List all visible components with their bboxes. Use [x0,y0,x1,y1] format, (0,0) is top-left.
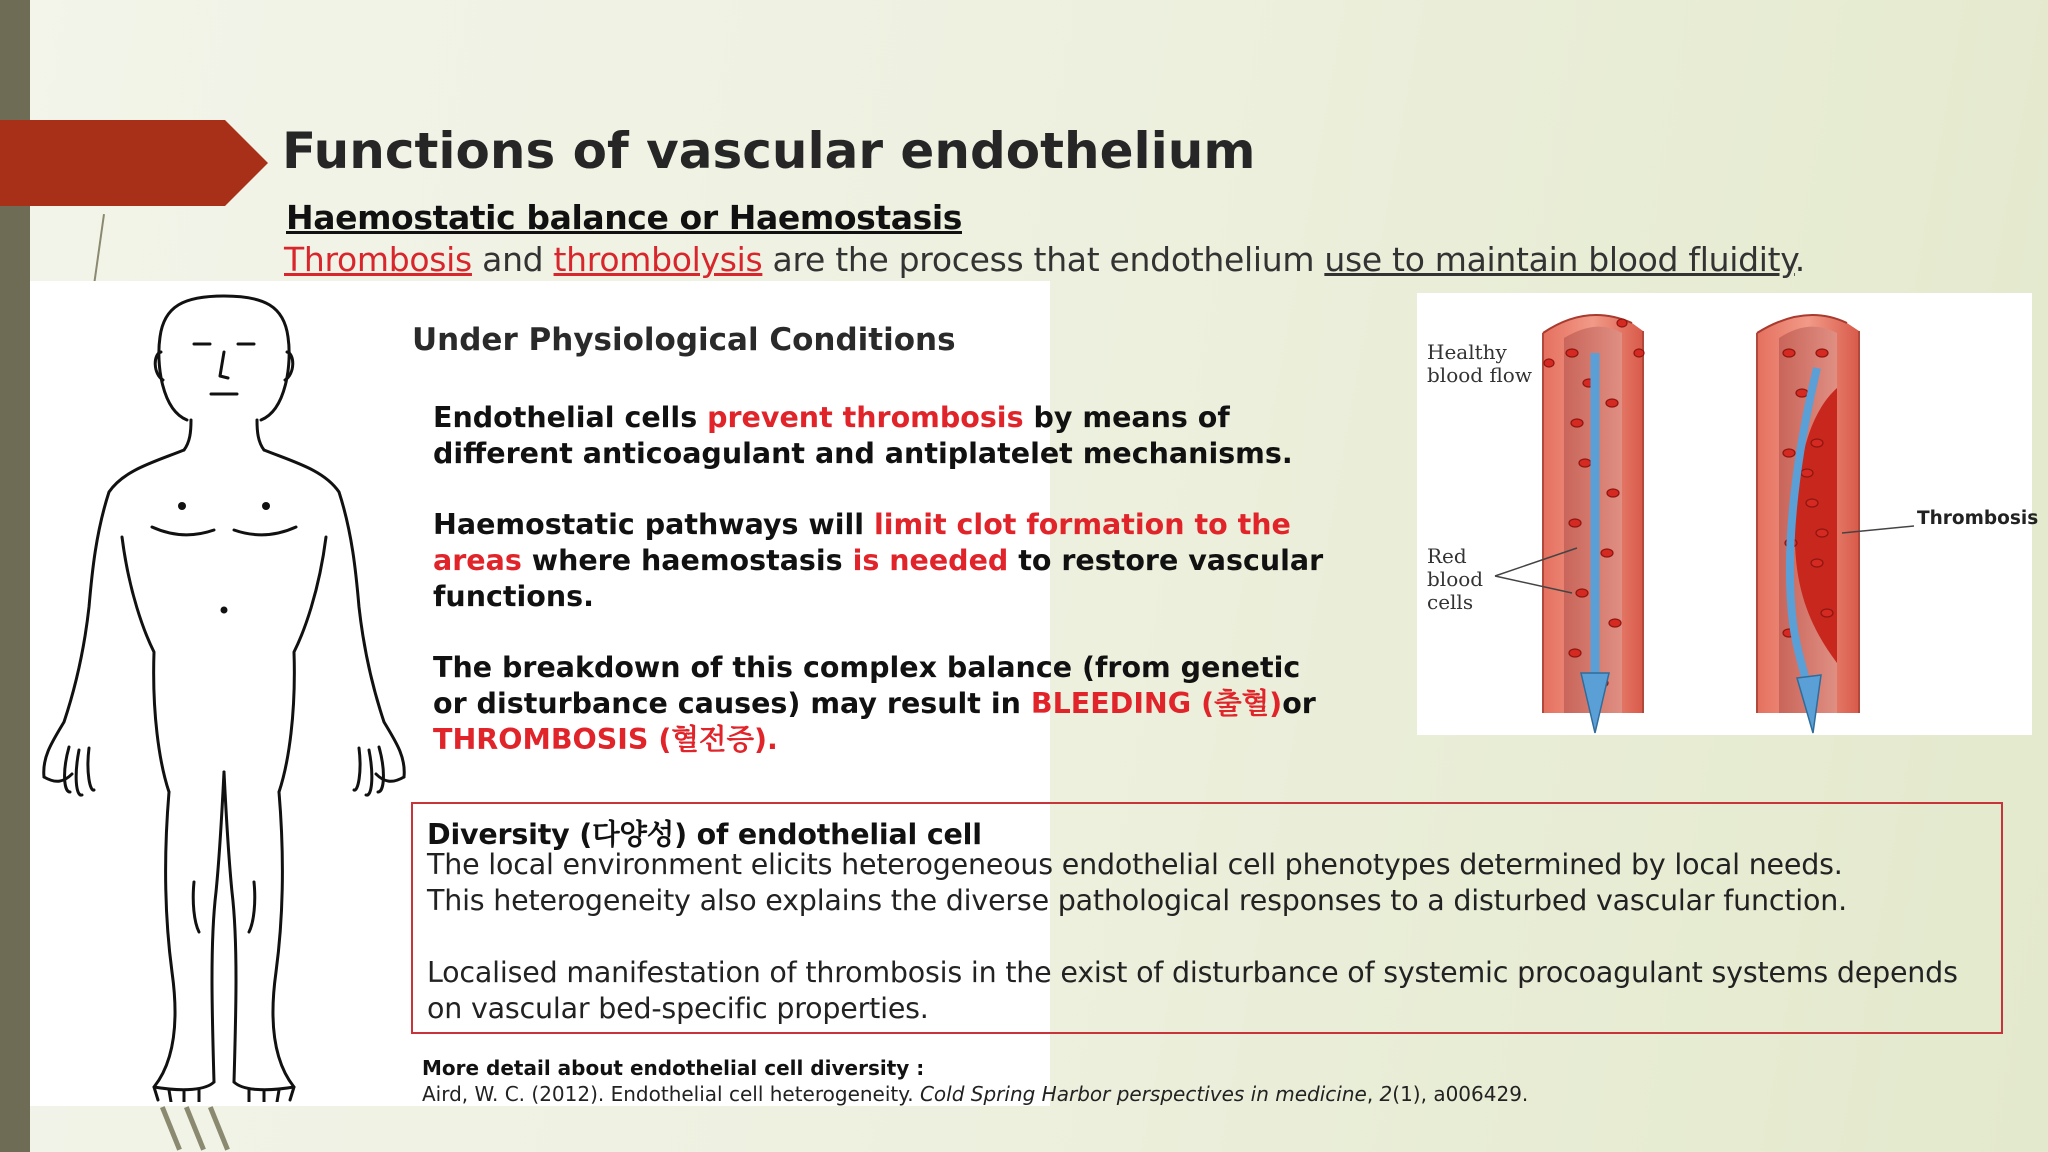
citation-rest: (1), a006429. [1392,1082,1529,1106]
citation-volume: 2 [1379,1082,1393,1106]
highlight-limit-clot: limit clot formation to the [873,508,1291,541]
diversity-line: on vascular bed-specific properties. [427,992,929,1025]
highlight-areas: areas [433,544,522,577]
intro-text: are the process that endothelium [762,240,1325,279]
citation-journal: Cold Spring Harbor perspectives in medicine [919,1082,1367,1106]
paragraph-line [433,543,1323,579]
reference-heading: More detail about endothelial cell diversity : [422,1056,925,1080]
label-healthy-blood-flow [1427,341,1532,387]
decorative-line [208,1106,230,1151]
thrombosis-vessel [1757,315,1859,713]
intro-text: . [1794,240,1805,279]
intro-text: and [471,240,554,279]
label-line: blood flow [1427,363,1532,387]
label-line: cells [1427,590,1474,614]
citation-sep: , [1366,1082,1380,1106]
highlight-is-needed: is needed [852,544,1009,577]
title-arrow-shape [0,120,268,206]
paragraph-line: The breakdown of this complex balance (from genetic [433,651,1301,684]
diversity-title: Diversity (다양성) of endothelial cell [427,818,982,851]
reference-citation [422,1082,1528,1106]
label-line: blood [1427,567,1484,591]
text-span: or disturbance causes) may result in [433,687,1031,720]
text-span: Haemostatic pathways will [433,508,874,541]
human-body-illustration [34,292,414,1102]
paragraph-line [433,507,1323,543]
diversity-line: This heterogeneity also explains the diverse pathological responses to a disturbed vascular function. [427,884,1847,917]
label-red-blood-cells [1427,545,1483,614]
subtitle: Haemostatic balance or Haemostasis [286,198,962,237]
text-span: by means of [1023,401,1230,434]
text-span: Endothelial cells [433,401,708,434]
slide-title: Functions of vascular endothelium [282,122,1256,180]
intro-underlined-phrase: use to maintain blood fluidity [1324,240,1795,279]
intro-term-thrombolysis: thrombolysis [553,240,763,279]
label-thrombosis: Thrombosis [1917,508,2039,529]
panel-heading: Under Physiological Conditions [412,322,956,358]
paragraph-line: different anticoagulant and antiplatelet mechanisms. [433,437,1293,470]
decorative-line [160,1106,182,1151]
paragraph-haemostatic-pathways [433,507,1323,615]
paragraph-line [433,722,1316,758]
paragraph-line [433,400,1293,436]
text-span: or [1282,687,1316,720]
decorative-line [184,1106,206,1151]
diversity-line: The local environment elicits heterogeneous endothelial cell phenotypes determined by local needs. [427,848,1843,881]
intro-term-thrombosis: Thrombosis [284,240,472,279]
highlight-prevent-thrombosis: prevent thrombosis [707,401,1024,434]
paragraph-line: functions. [433,580,594,613]
label-line: Red [1427,544,1467,568]
intro-sentence [284,240,1805,279]
paragraph-anticoagulant [433,400,1293,472]
highlight-thrombosis: THROMBOSIS (혈전증). [433,723,778,756]
label-line: Healthy [1427,340,1507,364]
highlight-bleeding: BLEEDING (출혈) [1030,687,1283,720]
paragraph-breakdown [433,650,1316,758]
citation-authors: Aird, W. C. (2012). Endothelial cell heterogeneity. [422,1082,920,1106]
decorative-line [92,214,105,290]
text-span: where haemostasis [521,544,853,577]
text-span: to restore vascular [1008,544,1324,577]
paragraph-line [433,686,1316,722]
diversity-line: Localised manifestation of thrombosis in the exist of disturbance of systemic procoagulant systems depends [427,956,1958,989]
